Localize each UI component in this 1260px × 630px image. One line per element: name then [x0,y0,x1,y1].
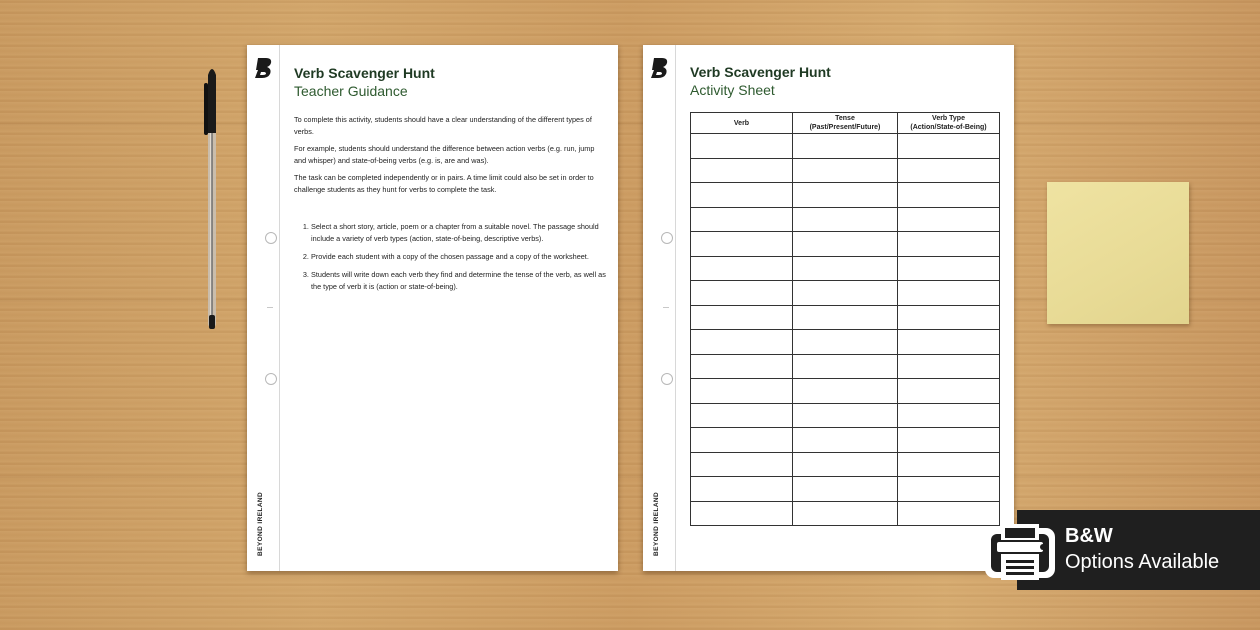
table-cell [792,256,897,281]
column-header-label: Verb Type [932,115,965,122]
guidance-paragraph: The task can be completed independently or in pairs. A time limit could also be set in order to challenge students as they hunt for verbs to complete the task. [294,173,594,194]
ballpoint-pen [200,63,224,331]
guidance-paragraph: To complete this activity, students should have a clear understanding of the different types of verbs. [294,115,592,136]
table-cell [898,281,1000,306]
table-cell [898,256,1000,281]
table-cell [691,501,793,526]
table-cell [792,134,897,159]
table-cell [898,207,1000,232]
table-row [691,305,1000,330]
table-row [691,354,1000,379]
table-body [691,134,1000,526]
table-cell [792,305,897,330]
printer-icon [983,522,1057,584]
table-cell [792,183,897,208]
table-row [691,452,1000,477]
sheet-title: Verb Scavenger Hunt [690,64,831,80]
table-row [691,403,1000,428]
sheet-title: Verb Scavenger Hunt [294,65,435,81]
table-cell [691,477,793,502]
punch-hole [661,373,673,385]
column-header-tense [792,113,897,134]
table-cell [898,403,1000,428]
guidance-paragraphs [294,114,604,201]
guidance-step: 1. Select a short story, article, poem or a chapter from a suitable novel. The passage should include a variety of verb types (action, state-of-being, descriptive verbs). [311,221,617,245]
table-cell [691,134,793,159]
punch-hole [265,373,277,385]
sticky-note [1047,182,1189,324]
table-cell [898,158,1000,183]
table-cell [898,428,1000,453]
column-header-sublabel: (Past/Present/Future) [809,124,881,131]
table-cell [898,379,1000,404]
sheet-subtitle: Activity Sheet [690,82,775,98]
teacher-guidance-sheet [247,45,618,571]
table-cell [691,256,793,281]
beyond-logo-icon [651,57,669,79]
table-cell [792,354,897,379]
table-cell [792,379,897,404]
table-cell [898,305,1000,330]
table-cell [691,305,793,330]
table-cell [691,379,793,404]
column-header-verb-type [898,113,1000,134]
table-cell [691,158,793,183]
table-cell [691,452,793,477]
beyond-logo-icon [255,57,273,79]
brand-label: BEYOND IRELAND [653,491,660,556]
table-cell [898,232,1000,257]
table-cell [792,158,897,183]
table-row [691,428,1000,453]
table-cell [792,501,897,526]
table-cell [792,452,897,477]
guidance-step: 3. Students will write down each verb they find and determine the tense of the verb, as well as the type of verb it is (action or state-of-being). [311,269,617,293]
fold-mark [663,307,669,308]
table-cell [691,232,793,257]
table-header-row [691,113,1000,134]
badge-subtitle: Options Available [1065,551,1220,573]
table-cell [792,330,897,355]
verb-table [690,112,1000,526]
table-row [691,256,1000,281]
punch-hole [265,232,277,244]
table-cell [792,403,897,428]
table-cell [691,183,793,208]
sheet-subtitle: Teacher Guidance [294,83,408,99]
table-cell [792,281,897,306]
column-header-verb [691,113,793,134]
table-row [691,158,1000,183]
table-row [691,330,1000,355]
table-row [691,183,1000,208]
column-header-label: Verb [733,119,750,127]
brand-label: BEYOND IRELAND [257,491,264,556]
table-cell [691,330,793,355]
punch-hole [661,232,673,244]
badge-title: B&W [1065,525,1113,547]
column-header-label: Tense [835,115,855,122]
guidance-steps [299,221,617,299]
table-cell [898,134,1000,159]
table-cell [898,452,1000,477]
table-cell [691,428,793,453]
table-row [691,232,1000,257]
table-row [691,477,1000,502]
table-cell [691,354,793,379]
table-cell [898,354,1000,379]
table-cell [898,477,1000,502]
table-row [691,134,1000,159]
table-cell [792,477,897,502]
guidance-paragraph: For example, students should understand the difference between action verbs (e.g. run, jump and whisper) and state-of-being verbs (e.g. is, are and was). [294,144,595,165]
table-cell [792,232,897,257]
table-cell [792,428,897,453]
table-cell [691,403,793,428]
table-cell [898,183,1000,208]
table-cell [691,207,793,232]
fold-mark [267,307,273,308]
table-cell [792,207,897,232]
table-row [691,281,1000,306]
guidance-step: 2. Provide each student with a copy of the chosen passage and a copy of the worksheet. [311,251,617,263]
table-cell [691,281,793,306]
table-row [691,379,1000,404]
column-header-sublabel: (Action/State-of-Being) [910,124,987,131]
table-row [691,501,1000,526]
table-cell [898,330,1000,355]
activity-sheet [643,45,1014,571]
bw-options-badge [1017,510,1260,590]
table-row [691,207,1000,232]
